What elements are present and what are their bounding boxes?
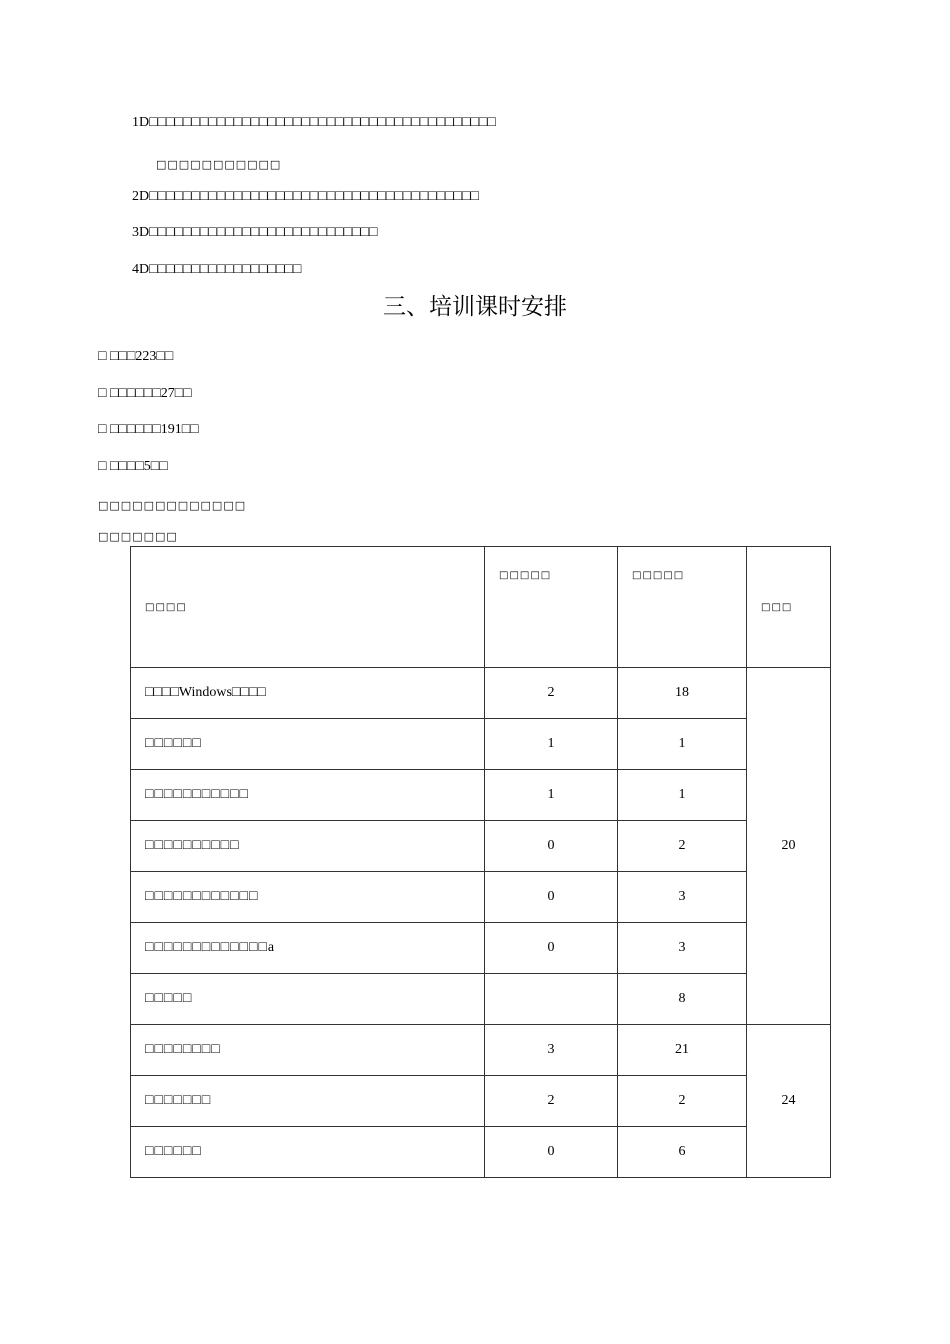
section-heading: 三、培训课时安排 <box>383 294 567 320</box>
course-name: □□□□Windows□□□□ <box>131 668 485 719</box>
bullet-item: □ □□□223□□ <box>98 349 174 364</box>
header-course: □□□□ <box>131 547 485 668</box>
col-a-value: 1 <box>485 770 618 821</box>
col-b-value: 8 <box>618 974 747 1025</box>
col-a-value: 2 <box>485 1076 618 1127</box>
table-row <box>131 1025 831 1076</box>
header-total: □□□ <box>747 547 831 668</box>
table-row <box>131 1076 831 1127</box>
bullet-item: □ □□□□□□27□□ <box>98 386 192 401</box>
col-b-value: 1 <box>618 770 747 821</box>
col-b-value: 3 <box>618 923 747 974</box>
col-b-value: 2 <box>618 1076 747 1127</box>
course-name: □□□□□□□ <box>131 1076 485 1127</box>
course-name: □□□□□□□□□□□□□a <box>131 923 485 974</box>
table-header-row <box>131 547 831 668</box>
col-a-value: 0 <box>485 821 618 872</box>
table-row <box>131 872 831 923</box>
table-row <box>131 923 831 974</box>
col-b-value: 2 <box>618 821 747 872</box>
list-item-2: 2D□□□□□□□□□□□□□□□□□□□□□□□□□□□□□□□□□□□□□□□ <box>132 189 479 204</box>
header-col-a: □□□□□ <box>485 547 618 668</box>
table-row <box>131 770 831 821</box>
course-name: □□□□□□ <box>131 1127 485 1178</box>
course-name: □□□□□□ <box>131 719 485 770</box>
table-row <box>131 668 831 719</box>
col-a-value: 2 <box>485 668 618 719</box>
training-hours-table <box>130 546 831 1178</box>
table-row <box>131 821 831 872</box>
col-a-value: 3 <box>485 1025 618 1076</box>
table-caption: □□□□□□□ <box>98 530 178 543</box>
col-a-value: 1 <box>485 719 618 770</box>
col-a-value <box>485 974 618 1025</box>
col-a-value: 0 <box>485 1127 618 1178</box>
list-item-4: 4D□□□□□□□□□□□□□□□□□□ <box>132 262 302 277</box>
col-a-value: 0 <box>485 923 618 974</box>
course-name: □□□□□□□□ <box>131 1025 485 1076</box>
col-b-value: 6 <box>618 1127 747 1178</box>
col-b-value: 18 <box>618 668 747 719</box>
col-b-value: 1 <box>618 719 747 770</box>
header-col-b: □□□□□ <box>618 547 747 668</box>
course-name: □□□□□□□□□□□ <box>131 770 485 821</box>
course-name: □□□□□□□□□□□□ <box>131 872 485 923</box>
col-b-value: 3 <box>618 872 747 923</box>
group-total: 20 <box>747 668 831 1025</box>
list-item-1: 1D□□□□□□□□□□□□□□□□□□□□□□□□□□□□□□□□□□□□□□□□□ <box>132 115 496 130</box>
table-row <box>131 974 831 1025</box>
list-item-3: 3D□□□□□□□□□□□□□□□□□□□□□□□□□□□ <box>132 225 378 240</box>
col-b-value: 21 <box>618 1025 747 1076</box>
group-total: 24 <box>747 1025 831 1178</box>
col-a-value: 0 <box>485 872 618 923</box>
list-item-1-continuation: □□□□□□□□□□□ <box>156 158 282 171</box>
note-text: □□□□□□□□□□□□□ <box>98 499 247 512</box>
course-name: □□□□□□□□□□ <box>131 821 485 872</box>
course-name: □□□□□ <box>131 974 485 1025</box>
bullet-item: □ □□□□5□□ <box>98 459 168 474</box>
table-row <box>131 719 831 770</box>
bullet-item: □ □□□□□□191□□ <box>98 422 199 437</box>
table-row <box>131 1127 831 1178</box>
